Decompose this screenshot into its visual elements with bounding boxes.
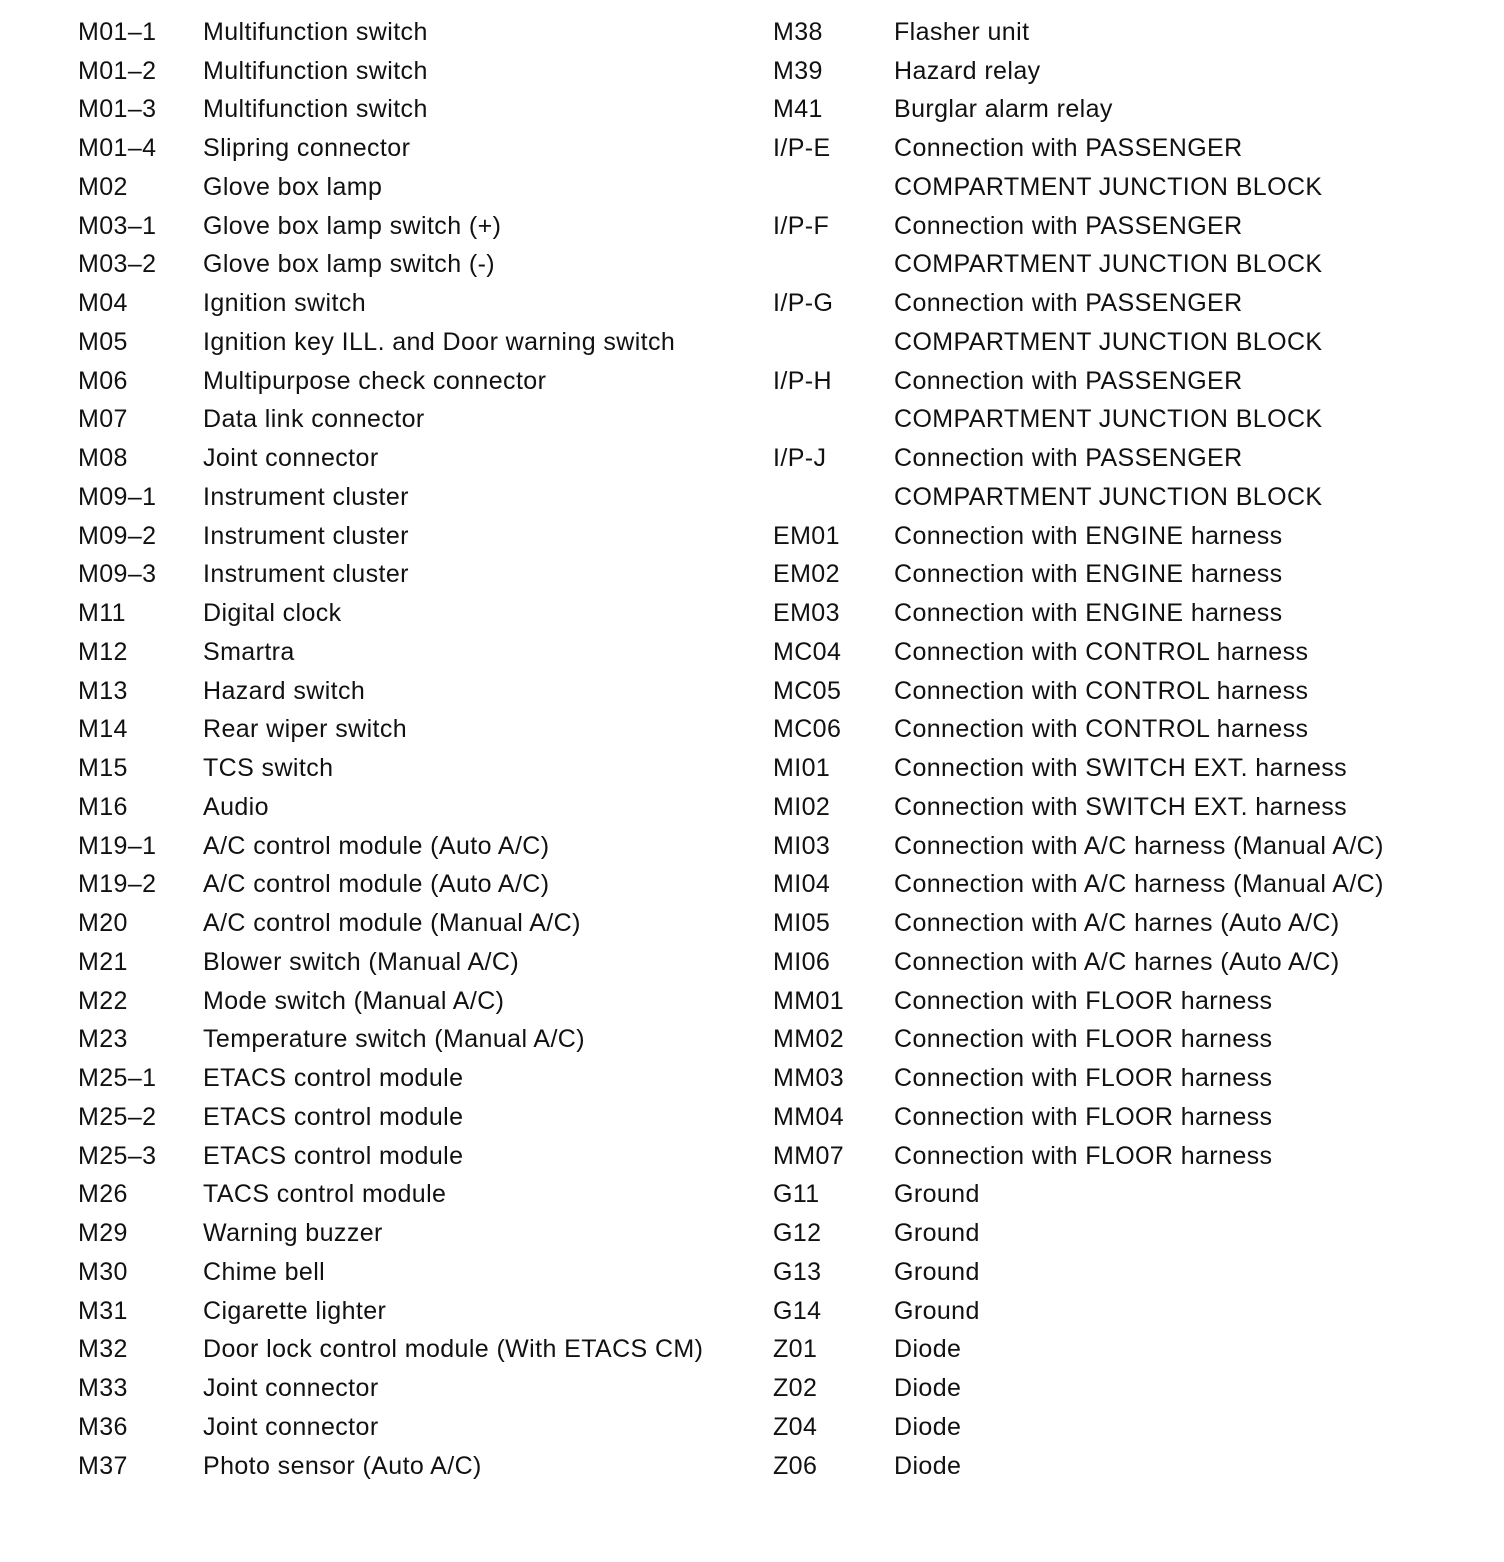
connector-description: A/C control module (Auto A/C) [203, 870, 550, 899]
connector-code: I/P-E [773, 134, 831, 163]
connector-description: Ground [894, 1180, 980, 1209]
connector-code: M01–3 [78, 95, 157, 124]
connector-row [773, 1059, 1493, 1098]
connector-row [773, 1292, 1493, 1331]
connector-description: Digital clock [203, 599, 342, 628]
connector-code: MM07 [773, 1141, 845, 1170]
connector-code: I/P-F [773, 211, 830, 240]
connector-code: MM03 [773, 1064, 845, 1093]
connector-row [78, 246, 758, 285]
connector-description: Ground [894, 1257, 980, 1286]
connector-row [773, 207, 1493, 246]
connector-description: Ground [894, 1219, 980, 1248]
connector-code: M36 [78, 1412, 128, 1441]
connector-row [78, 788, 758, 827]
left-connector-list [78, 13, 758, 1486]
connector-row [773, 1137, 1493, 1176]
connector-description: Connection with FLOOR harness [894, 1102, 1273, 1131]
connector-description: Diode [894, 1335, 962, 1364]
connector-row [773, 284, 1493, 323]
connector-code: I/P-H [773, 366, 832, 395]
connector-description: Connection with CONTROL harness [894, 715, 1309, 744]
connector-code: M23 [78, 1025, 128, 1054]
connector-description: Connection with A/C harness (Manual A/C) [894, 831, 1384, 860]
connector-description: Connection with PASSENGER [894, 444, 1243, 473]
connector-row-continuation [773, 246, 1493, 285]
connector-row [773, 1098, 1493, 1137]
connector-description: Photo sensor (Auto A/C) [203, 1451, 482, 1480]
connector-row [78, 943, 758, 982]
connector-code: Z01 [773, 1335, 818, 1364]
connector-row [773, 52, 1493, 91]
connector-description: Glove box lamp switch (+) [203, 211, 502, 240]
connector-row [78, 52, 758, 91]
connector-description: Temperature switch (Manual A/C) [203, 1025, 585, 1054]
connector-code: G13 [773, 1257, 822, 1286]
connector-row [78, 1331, 758, 1370]
connector-description: Instrument cluster [203, 482, 409, 511]
connector-code: M09–1 [78, 482, 157, 511]
connector-row [78, 1137, 758, 1176]
connector-row [773, 594, 1493, 633]
connector-description: A/C control module (Auto A/C) [203, 831, 550, 860]
connector-description: Connection with FLOOR harness [894, 1025, 1273, 1054]
connector-description: COMPARTMENT JUNCTION BLOCK [894, 482, 1323, 511]
connector-row [773, 13, 1493, 52]
connector-description: Connection with A/C harnes (Auto A/C) [894, 909, 1340, 938]
connector-code: MC04 [773, 637, 842, 666]
connector-code: M09–3 [78, 560, 157, 589]
connector-row [773, 556, 1493, 595]
connector-description: Multifunction switch [203, 17, 428, 46]
connector-description: Hazard relay [894, 56, 1041, 85]
connector-description: Joint connector [203, 1412, 379, 1441]
connector-description: Warning buzzer [203, 1219, 383, 1248]
connector-row [773, 439, 1493, 478]
connector-description: Joint connector [203, 444, 379, 473]
connector-row [773, 788, 1493, 827]
connector-description: Mode switch (Manual A/C) [203, 986, 505, 1015]
connector-code: M38 [773, 17, 823, 46]
connector-code: M26 [78, 1180, 128, 1209]
connector-code: M13 [78, 676, 128, 705]
connector-row [78, 362, 758, 401]
connector-code: MI05 [773, 909, 831, 938]
connector-row [773, 827, 1493, 866]
connector-description: Connection with PASSENGER [894, 134, 1243, 163]
connector-row [78, 517, 758, 556]
connector-row [78, 1447, 758, 1486]
connector-description: Ground [894, 1296, 980, 1325]
connector-code: EM03 [773, 599, 840, 628]
connector-code: G14 [773, 1296, 822, 1325]
connector-code: M11 [78, 599, 126, 628]
connector-row [773, 517, 1493, 556]
connector-description: TCS switch [203, 754, 334, 783]
connector-row [773, 1021, 1493, 1060]
connector-code: M05 [78, 327, 128, 356]
connector-row [773, 1369, 1493, 1408]
connector-code: M12 [78, 637, 128, 666]
connector-description: ETACS control module [203, 1064, 464, 1093]
connector-description: Connection with A/C harnes (Auto A/C) [894, 947, 1340, 976]
connector-row [773, 672, 1493, 711]
connector-row [78, 1214, 758, 1253]
connector-row [78, 904, 758, 943]
connector-row [78, 866, 758, 905]
connector-row [78, 556, 758, 595]
connector-description: Flasher unit [894, 17, 1030, 46]
connector-code: MC05 [773, 676, 842, 705]
connector-code: M21 [78, 947, 128, 976]
connector-code: M31 [78, 1296, 128, 1325]
connector-row [773, 1253, 1493, 1292]
connector-code: M37 [78, 1451, 128, 1480]
connector-description: Chime bell [203, 1257, 326, 1286]
connector-description: Diode [894, 1374, 962, 1403]
connector-row [773, 982, 1493, 1021]
connector-description: Connection with ENGINE harness [894, 560, 1283, 589]
connector-code: M06 [78, 366, 128, 395]
connector-row-continuation [773, 401, 1493, 440]
connector-row-continuation [773, 323, 1493, 362]
connector-code: I/P-G [773, 289, 834, 318]
connector-row [78, 827, 758, 866]
connector-description: Multifunction switch [203, 56, 428, 85]
connector-description: Connection with A/C harness (Manual A/C) [894, 870, 1384, 899]
connector-code: MM01 [773, 986, 845, 1015]
connector-description: COMPARTMENT JUNCTION BLOCK [894, 405, 1323, 434]
connector-code: MI06 [773, 947, 831, 976]
connector-row [773, 866, 1493, 905]
connector-code: MM02 [773, 1025, 845, 1054]
connector-description: Rear wiper switch [203, 715, 408, 744]
connector-description: Cigarette lighter [203, 1296, 387, 1325]
connector-code: MC06 [773, 715, 842, 744]
connector-row [773, 1447, 1493, 1486]
right-connector-list [773, 13, 1493, 1486]
connector-code: M20 [78, 909, 128, 938]
connector-code: M25–1 [78, 1064, 157, 1093]
connector-code: M33 [78, 1374, 128, 1403]
connector-code: Z06 [773, 1451, 818, 1480]
connector-description: Connection with FLOOR harness [894, 1064, 1273, 1093]
connector-code: M39 [773, 56, 823, 85]
connector-row [78, 439, 758, 478]
connector-code: Z04 [773, 1412, 818, 1441]
connector-row [773, 904, 1493, 943]
connector-code: MI04 [773, 870, 831, 899]
connector-description: TACS control module [203, 1180, 447, 1209]
connector-description: Audio [203, 792, 269, 821]
connector-code: M07 [78, 405, 128, 434]
connector-description: Door lock control module (With ETACS CM) [203, 1335, 704, 1364]
connector-description: Smartra [203, 637, 295, 666]
connector-code: I/P-J [773, 444, 827, 473]
connector-code: M14 [78, 715, 128, 744]
connector-description: COMPARTMENT JUNCTION BLOCK [894, 327, 1323, 356]
connector-description: Connection with PASSENGER [894, 211, 1243, 240]
connector-row [78, 207, 758, 246]
connector-row [78, 91, 758, 130]
connector-description: Connection with SWITCH EXT. harness [894, 754, 1348, 783]
connector-row [78, 129, 758, 168]
connector-row [78, 1059, 758, 1098]
connector-row [78, 1253, 758, 1292]
connector-code: M25–3 [78, 1141, 157, 1170]
connector-description: Hazard switch [203, 676, 366, 705]
connector-row [773, 129, 1493, 168]
connector-row [773, 91, 1493, 130]
connector-code: M41 [773, 95, 823, 124]
connector-row [78, 1098, 758, 1137]
connector-description: Diode [894, 1451, 962, 1480]
connector-description: COMPARTMENT JUNCTION BLOCK [894, 172, 1323, 201]
connector-row [78, 633, 758, 672]
connector-row [773, 711, 1493, 750]
connector-row [773, 1408, 1493, 1447]
connector-description: Glove box lamp switch (-) [203, 250, 496, 279]
connector-description: Connection with FLOOR harness [894, 1141, 1273, 1170]
connector-description: Instrument cluster [203, 560, 409, 589]
connector-description: Multipurpose check connector [203, 366, 547, 395]
connector-description: Slipring connector [203, 134, 411, 163]
connector-row [78, 401, 758, 440]
connector-description: COMPARTMENT JUNCTION BLOCK [894, 250, 1323, 279]
connector-description: Connection with CONTROL harness [894, 637, 1309, 666]
connector-description: Multifunction switch [203, 95, 428, 124]
connector-row [78, 1021, 758, 1060]
connector-code: M29 [78, 1219, 128, 1248]
connector-code: M16 [78, 792, 128, 821]
connector-description: Ignition key ILL. and Door warning switch [203, 327, 676, 356]
connector-description: Blower switch (Manual A/C) [203, 947, 520, 976]
connector-description: Ignition switch [203, 289, 367, 318]
connector-code: Z02 [773, 1374, 818, 1403]
connector-description: ETACS control module [203, 1102, 464, 1131]
connector-row [78, 672, 758, 711]
connector-row [78, 594, 758, 633]
connector-code: M01–4 [78, 134, 157, 163]
connector-row-continuation [773, 478, 1493, 517]
connector-description: Data link connector [203, 405, 425, 434]
connector-row [78, 284, 758, 323]
connector-description: Connection with PASSENGER [894, 289, 1243, 318]
connector-description: Connection with PASSENGER [894, 366, 1243, 395]
connector-row [773, 1214, 1493, 1253]
connector-code: MM04 [773, 1102, 845, 1131]
connector-code: M32 [78, 1335, 128, 1364]
connector-code: G11 [773, 1180, 820, 1209]
connector-row [773, 943, 1493, 982]
connector-code: M09–2 [78, 521, 157, 550]
connector-code: M01–1 [78, 17, 157, 46]
connector-description: Joint connector [203, 1374, 379, 1403]
connector-code: M01–2 [78, 56, 157, 85]
connector-row [773, 749, 1493, 788]
connector-description: Connection with SWITCH EXT. harness [894, 792, 1348, 821]
connector-description: Glove box lamp [203, 172, 383, 201]
connector-row [773, 1176, 1493, 1215]
connector-code: EM01 [773, 521, 840, 550]
connector-code: M19–2 [78, 870, 157, 899]
connector-row [78, 478, 758, 517]
connector-code: M03–1 [78, 211, 157, 240]
connector-code: M30 [78, 1257, 128, 1286]
connector-description: A/C control module (Manual A/C) [203, 909, 581, 938]
connector-description: Connection with ENGINE harness [894, 599, 1283, 628]
connector-row [78, 1176, 758, 1215]
connector-row [78, 1369, 758, 1408]
connector-description: Diode [894, 1412, 962, 1441]
connector-description: Connection with ENGINE harness [894, 521, 1283, 550]
connector-row [78, 13, 758, 52]
connector-code: M08 [78, 444, 128, 473]
connector-description: Burglar alarm relay [894, 95, 1113, 124]
connector-code: MI01 [773, 754, 831, 783]
connector-code: G12 [773, 1219, 822, 1248]
connector-code: M15 [78, 754, 128, 783]
connector-description: Instrument cluster [203, 521, 409, 550]
connector-row [773, 633, 1493, 672]
connector-code: MI02 [773, 792, 831, 821]
connector-row [773, 362, 1493, 401]
connector-row [78, 1408, 758, 1447]
connector-description: Connection with CONTROL harness [894, 676, 1309, 705]
connector-row [78, 711, 758, 750]
connector-code: M22 [78, 986, 128, 1015]
connector-row [773, 1331, 1493, 1370]
connector-code: M03–2 [78, 250, 157, 279]
connector-description: Connection with FLOOR harness [894, 986, 1273, 1015]
connector-code: MI03 [773, 831, 831, 860]
connector-code: M04 [78, 289, 128, 318]
connector-row-continuation [773, 168, 1493, 207]
connector-row [78, 323, 758, 362]
connector-description: ETACS control module [203, 1141, 464, 1170]
connector-row [78, 168, 758, 207]
connector-code: M02 [78, 172, 128, 201]
connector-row [78, 1292, 758, 1331]
connector-code: M25–2 [78, 1102, 157, 1131]
connector-row [78, 982, 758, 1021]
connector-code: EM02 [773, 560, 840, 589]
connector-row [78, 749, 758, 788]
connector-code: M19–1 [78, 831, 157, 860]
